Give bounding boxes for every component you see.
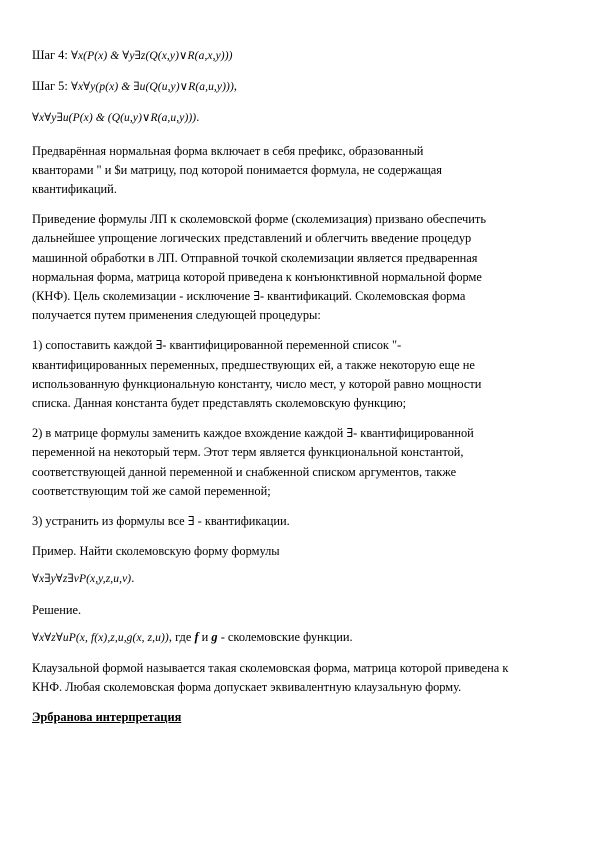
example-formula-end: .: [131, 571, 135, 586]
step4-formula: ∀x(P(x) & ∀y∃z(Q(x,y)∨R(a,x,y))): [70, 50, 233, 62]
skolem-function-g: g: [211, 629, 218, 644]
para2-line: (КНФ). Цель сколемизации - исключение ∃- квантификаций. Сколемовская форма: [32, 289, 466, 304]
step5-formula: ∀x∀y(p(x) & ∃u(Q(u,y)∨R(a,u,y))): [70, 81, 234, 94]
para2-line: получается путем применения следующей процедуры:: [32, 308, 321, 323]
example-formula: ∀x∃y∀z∃vP(x,y,z,u,v): [32, 573, 132, 586]
paragraph-step-3: 3) устранить из формулы все ∃ - квантификации.: [32, 514, 290, 529]
para6-line: КНФ. Любая сколемовская форма допускает эквивалентную клаузальную форму.: [32, 680, 462, 695]
step4-label: Шаг 4:: [32, 48, 68, 62]
formula3: ∀x∀y∃u(P(x) & (Q(u,y)∨R(a,u,y))): [32, 112, 197, 125]
para6-line: Клаузальной формой называется такая сколемовская форма, матрица которой приведена к: [32, 661, 509, 676]
solution-label: Решение.: [32, 602, 82, 617]
document-page: [32, 46, 572, 728]
solution-and: и: [198, 629, 212, 644]
para1-line: кванторами " и $и матрицу, под которой понимается формула, не содержащая: [32, 162, 442, 177]
para4-line: соответствующей данной переменной и снабженной списком аргументов, также: [32, 464, 457, 479]
para3-line: 1) сопоставить каждой ∃- квантифицированной переменной список "-: [32, 338, 402, 353]
para1-line: Предварённая нормальная форма включает в себя префикс, образованный: [32, 143, 424, 158]
para4-line: соответствующим той же самой переменной;: [32, 483, 271, 498]
para3-line: квантифицированных переменных, предшествующих ей, а также некоторую еще не: [32, 357, 475, 372]
para4-line: переменной на некоторый терм. Этот терм является функциональной константой,: [32, 445, 464, 460]
para2-line: дальнейшее упрощение логических представлений и облегчить введение процедур: [32, 231, 472, 246]
para3-line: использованную функциональную константу, число мест, у которой равно мощности: [32, 376, 482, 391]
para2-line: машинной обработки в ЛП. Отправной точкой сколемизации является предваренная: [32, 250, 478, 265]
example-text: Пример. Найти сколемовскую форму формулы: [32, 544, 280, 559]
skolem-function-f: f: [194, 629, 199, 644]
step4-line: [32, 46, 572, 66]
para2-line: нормальная форма, матрица которой приведена к конъюнктивной нормальной форме: [32, 269, 482, 284]
solution-line: [32, 628, 572, 648]
step5-label: Шаг 5:: [32, 79, 68, 94]
example-formula-line: [32, 569, 572, 589]
solution-tail: - сколемовские функции.: [217, 629, 353, 644]
paragraph-skolemization: [32, 210, 572, 325]
para3-line: списка. Данная константа будет представлять сколемовскую функцию;: [32, 396, 407, 411]
step5-end: ,: [233, 79, 237, 94]
step5-line: [32, 77, 572, 97]
section-heading: Эрбранова интерпретация: [32, 710, 182, 725]
para1-line: квантификаций.: [32, 182, 117, 197]
solution-sep: , где: [168, 629, 195, 644]
formula3-line: [32, 108, 572, 128]
para2-line: Приведение формулы ЛП к сколемовской форме (сколемизация) призвано обеспечить: [32, 212, 486, 227]
paragraph-step-2: [32, 424, 572, 501]
solution-formula: ∀x∀z∀uP(x, f(x),z,u,g(x, z,u)): [32, 631, 169, 644]
formula3-end: .: [196, 110, 200, 125]
paragraph-step-1: [32, 336, 572, 413]
paragraph-prenex-form: [32, 142, 572, 200]
paragraph-clausal-form: [32, 659, 572, 697]
para4-line: 2) в матрице формулы заменить каждое вхождение каждой ∃- квантифицированной: [32, 426, 474, 441]
